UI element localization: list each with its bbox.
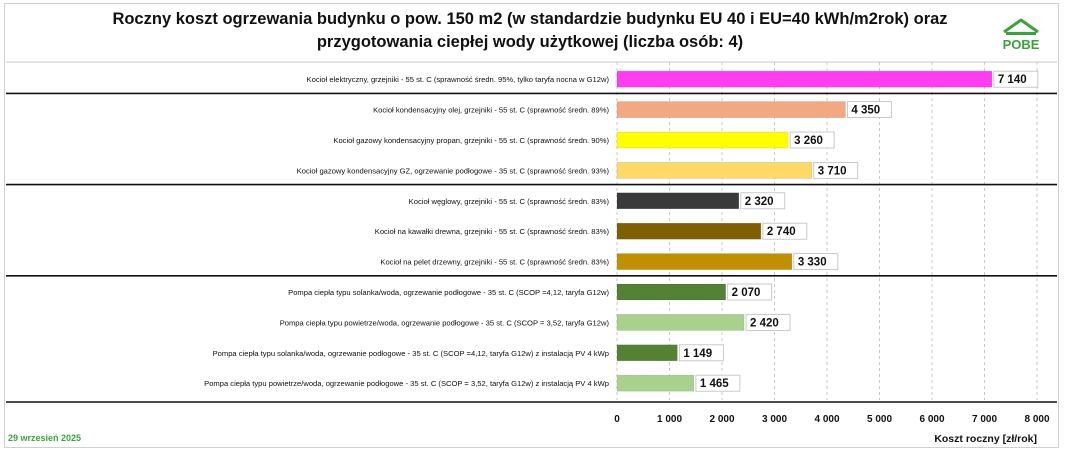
x-tick-label: 2 000 [709,414,735,425]
data-label: 1 149 [683,347,713,360]
x-tick-label: 5 000 [866,414,893,425]
data-label: 3 330 [797,256,827,269]
category-label: Pompa ciepła typu solanka/woda, ogrzewanie podłogowe - 35 st. C (SCOP =4,12, taryfa G12w) z instalacją PV 4 kWp [212,348,609,358]
bar [617,345,677,361]
x-tick-labels [614,414,1050,425]
data-label: 2 320 [744,195,774,208]
x-tick-label: 1 000 [656,414,683,425]
bar [617,132,788,148]
category-label: Pompa ciepła typu solanka/woda, ogrzewanie podłogowe - 35 st. C (SCOP =4,12, taryfa G12w) [288,288,609,297]
x-tick-label: 3 000 [761,414,788,425]
category-labels [204,75,609,388]
category-label: Kocioł gazowy kondensacyjny GZ, ogrzewanie podłogowe - 35 st. C (sprawność średn. 93%) [296,166,609,176]
chart-title-line-2: przygotowania ciepłej wody użytkowej (liczba osób: 4) [316,33,744,51]
x-axis-label: Koszt roczny [zł/rok] [934,433,1037,445]
date-label: 29 wrzesień 2025 [8,433,82,443]
bar [617,71,992,87]
category-label: Kocioł węglowy, grzejniki - 55 st. C (sprawność średn. 83%) [408,196,609,206]
chart-title-line-1: Roczny koszt ogrzewania budynku o pow. 150 m2 (w standardzie budynku EU 40 i EU=40 kWh/m2rok) oraz [112,10,948,28]
data-label: 4 350 [851,104,881,117]
bar [617,162,812,178]
bar [617,223,761,239]
data-label: 1 465 [699,378,729,391]
data-label: 3 260 [794,135,823,147]
x-tick-label: 6 000 [919,414,945,425]
category-label: Pompa ciepła typu powietrze/woda, ogrzewanie podłogowe - 35 st. C (SCOP = 3,52, taryfa G12w) z instalacją PV 4 kWp [204,379,609,389]
bar [617,284,726,300]
category-label: Pompa ciepła typu powietrze/woda, ogrzewanie podłogowe - 35 st. C (SCOP = 3,52, taryfa G12w) [279,318,609,328]
x-tick-label: 4 000 [814,414,840,425]
category-label: Kocioł na pelet drzewny, grzejniki - 55 st. C (sprawność średn. 83%) [380,257,609,267]
data-label: 3 710 [817,165,847,178]
x-tick-label: 8 000 [1024,414,1050,425]
x-tick-label: 0 [614,414,620,425]
category-label: Kocioł kondensacyjny olej, grzejniki - 55 st. C (sprawność średn. 89%) [373,105,609,115]
bar [617,193,739,209]
data-label: 2 740 [766,226,796,239]
category-label: Kocioł gazowy kondensacyjny propan, grzejniki - 55 st. C (sprawność średn. 90%) [333,136,609,145]
data-label: 7 140 [997,74,1027,87]
x-tick-label: 7 000 [971,414,998,425]
bar [617,375,694,391]
bar [617,102,845,118]
logo-text: POBE [1002,37,1040,52]
data-label: 2 420 [750,317,779,330]
bar [617,314,744,330]
bar [617,254,792,270]
category-label: Kocioł elektryczny, grzejniki - 55 st. C (sprawność średn. 95%, tylko taryfa nocna w G12w) [306,75,609,85]
category-label: Kocioł na kawałki drewna, grzejniki - 55 st. C (sprawność średn. 83%) [374,227,609,237]
data-label: 2 070 [731,287,761,299]
